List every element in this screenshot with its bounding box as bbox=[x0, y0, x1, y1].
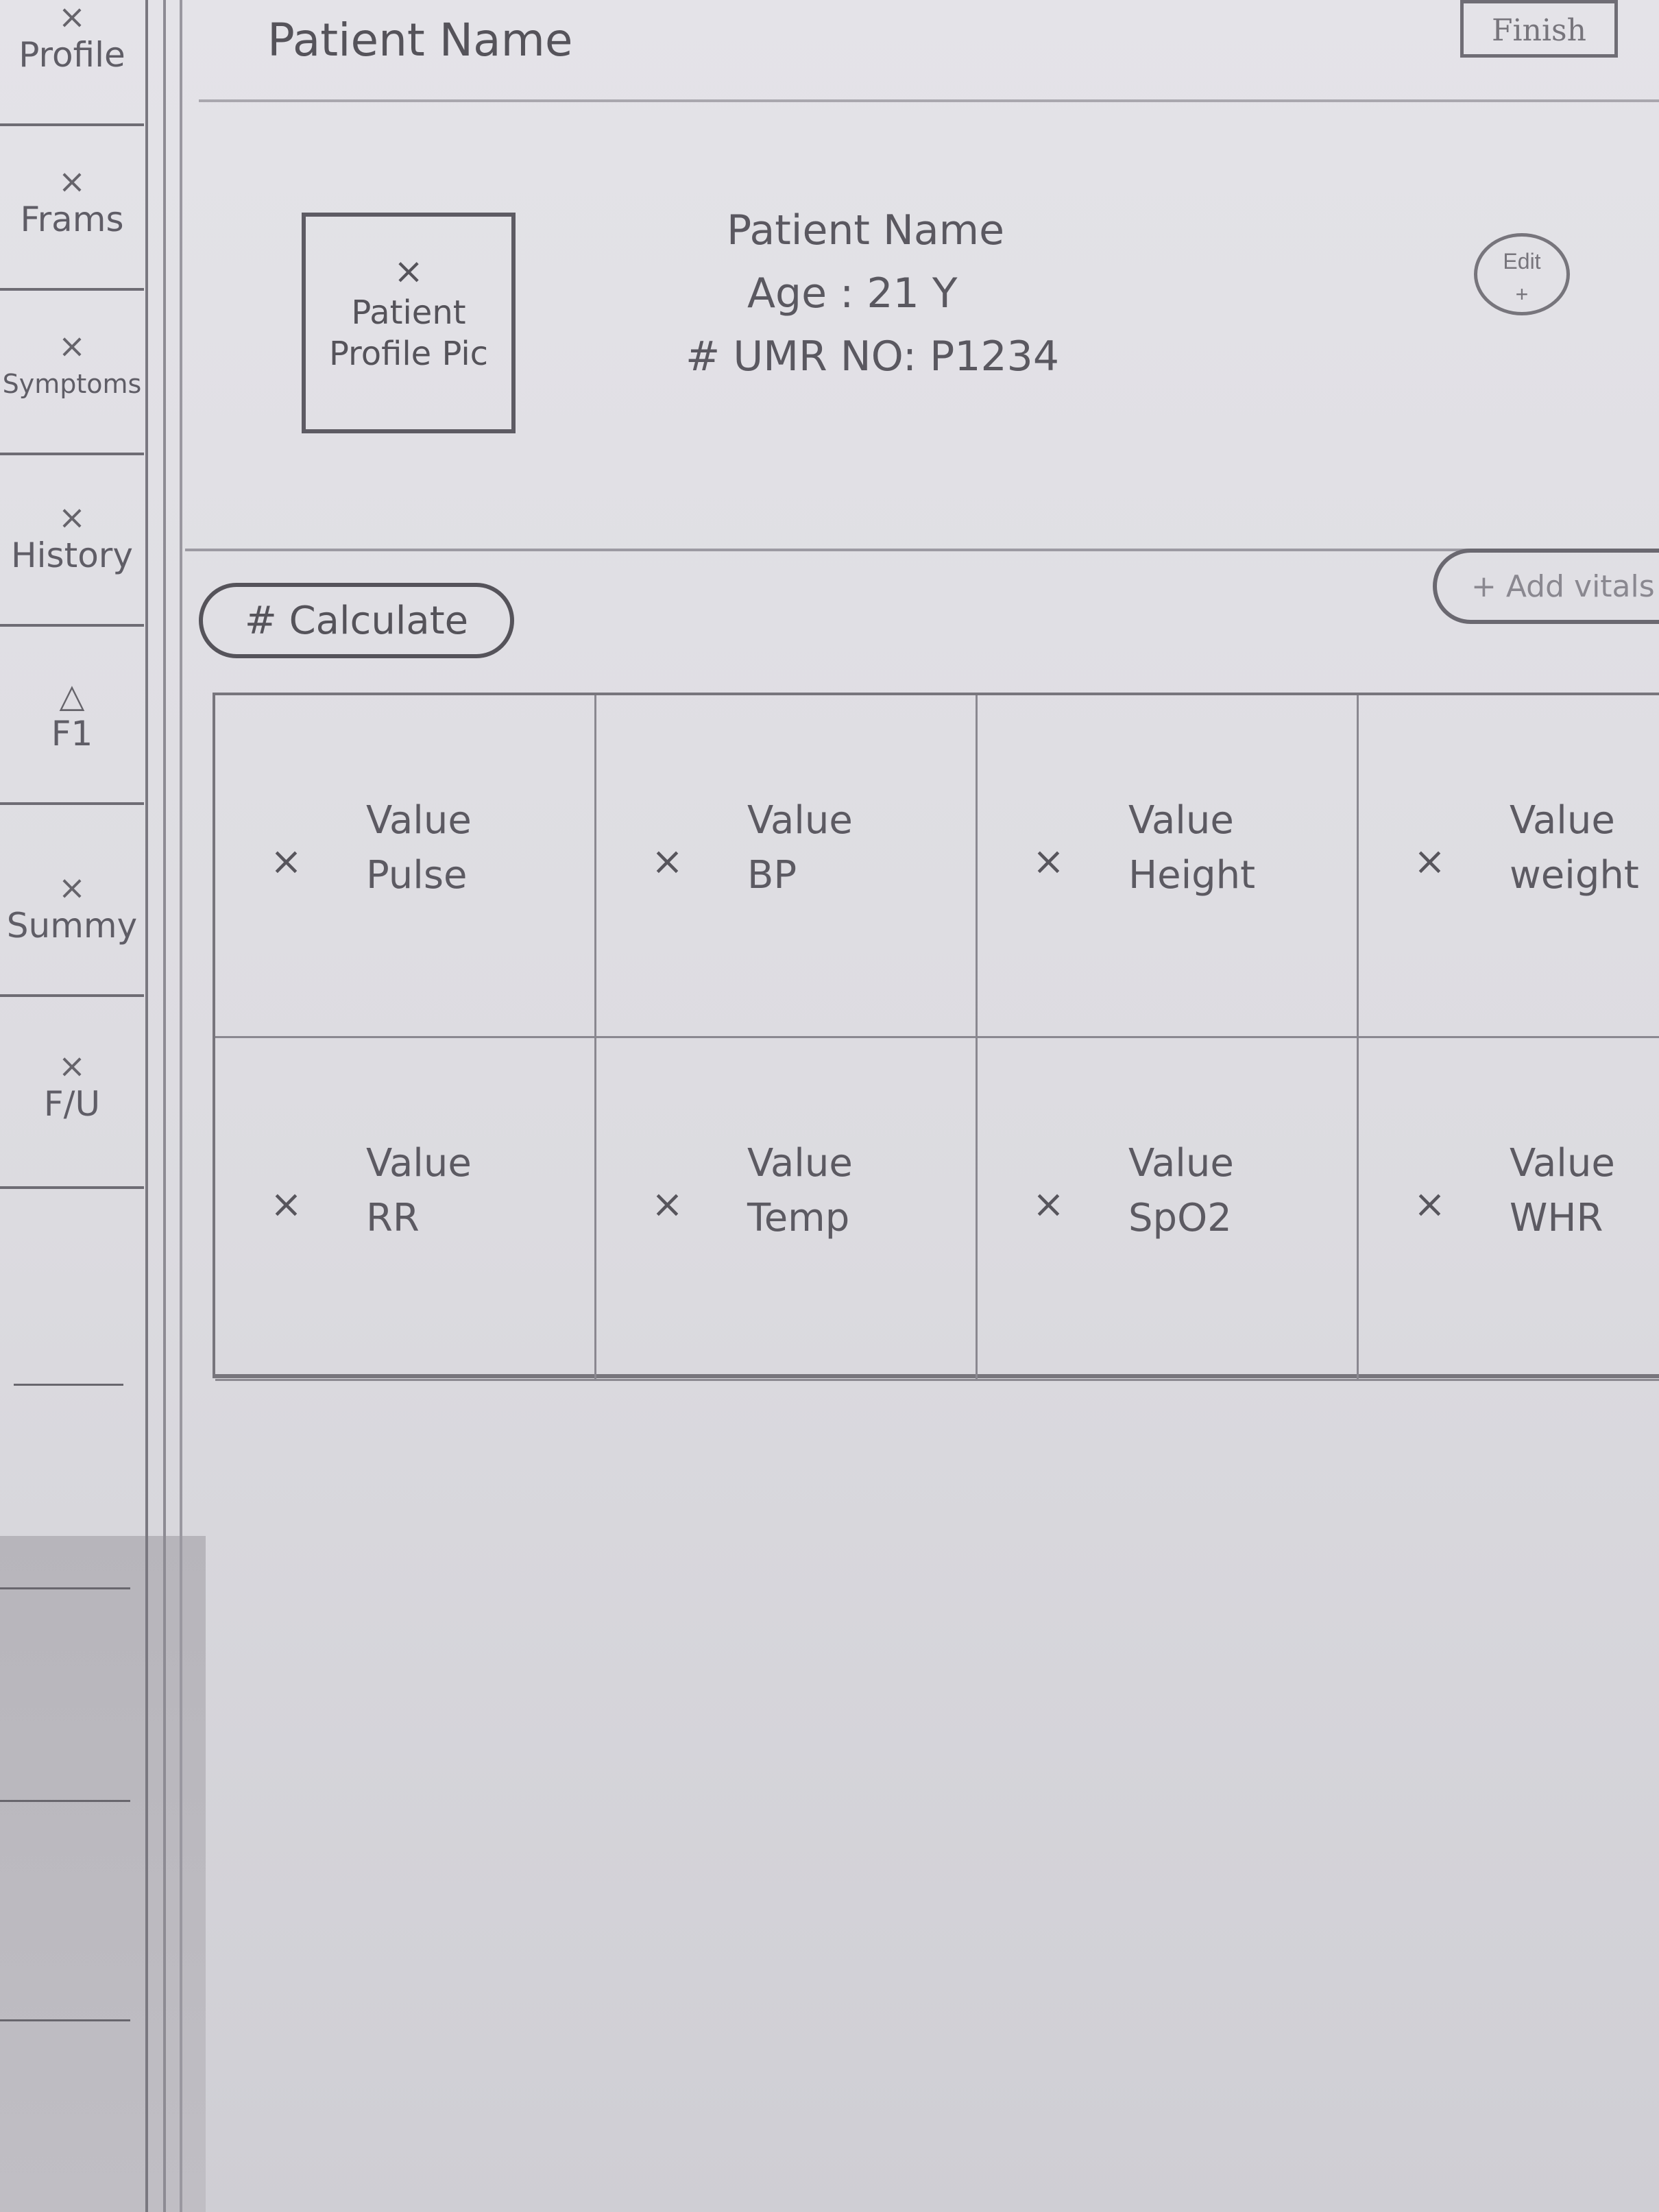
divider bbox=[0, 2019, 130, 2021]
close-icon: × bbox=[1414, 839, 1446, 884]
vital-cell-pulse[interactable] bbox=[215, 695, 596, 1038]
vital-value: Value bbox=[1510, 798, 1615, 843]
close-icon: × bbox=[58, 163, 86, 201]
sidebar-item-profile[interactable] bbox=[0, 0, 144, 126]
close-icon: × bbox=[58, 1047, 86, 1085]
divider bbox=[0, 1800, 130, 1802]
sidebar-item-label: F1 bbox=[51, 714, 93, 754]
close-icon: × bbox=[651, 839, 683, 884]
patient-umr: # UMR NO: P1234 bbox=[686, 333, 1060, 381]
divider bbox=[0, 1587, 130, 1589]
sidebar-item-fu[interactable] bbox=[0, 1049, 144, 1189]
sidebar-item-label: Frams bbox=[20, 200, 124, 239]
vital-value: Value bbox=[1510, 1141, 1615, 1186]
sidebar-item-frams[interactable] bbox=[0, 165, 144, 291]
close-icon: × bbox=[1414, 1182, 1446, 1227]
sidebar-border bbox=[163, 0, 166, 2212]
patient-name: Patient Name bbox=[727, 206, 1004, 254]
close-icon: × bbox=[651, 1182, 683, 1227]
close-icon: × bbox=[58, 869, 86, 907]
header-divider bbox=[199, 99, 1659, 102]
vital-label: WHR bbox=[1510, 1196, 1603, 1240]
vital-value: Value bbox=[1128, 798, 1234, 843]
vital-label: Pulse bbox=[366, 853, 468, 898]
sidebar bbox=[0, 0, 151, 2212]
close-icon: × bbox=[270, 839, 302, 884]
sidebar-item-label: History bbox=[11, 536, 133, 575]
vital-cell-temp[interactable] bbox=[596, 1038, 978, 1381]
close-icon: × bbox=[270, 1182, 302, 1227]
profile-pic-label: Profile Pic bbox=[328, 335, 489, 373]
sidebar-border bbox=[145, 0, 148, 2212]
image-placeholder-icon: × bbox=[393, 251, 424, 292]
vital-label: BP bbox=[747, 853, 797, 898]
sidebar-item-label: Symptoms bbox=[2, 369, 142, 399]
add-vitals-button[interactable]: + Add vitals bbox=[1433, 549, 1659, 624]
sidebar-item-label: F/U bbox=[43, 1084, 101, 1124]
profile-pic-label: Patient bbox=[351, 293, 466, 332]
patient-age: Age : 21 Y bbox=[747, 269, 958, 317]
section-divider bbox=[185, 549, 1659, 551]
edit-label: Edit bbox=[1503, 248, 1541, 274]
vital-label: weight bbox=[1510, 853, 1639, 898]
vital-cell-spo2[interactable] bbox=[978, 1038, 1359, 1381]
vital-value: Value bbox=[747, 798, 853, 843]
vital-cell-whr[interactable] bbox=[1359, 1038, 1659, 1381]
vital-cell-bp[interactable] bbox=[596, 695, 978, 1038]
edit-profile-button[interactable] bbox=[1474, 233, 1570, 315]
close-icon: × bbox=[58, 327, 86, 365]
sidebar-border bbox=[180, 0, 182, 2212]
sidebar-item-summy[interactable] bbox=[0, 871, 144, 997]
plus-icon: + bbox=[1515, 281, 1529, 306]
vital-value: Value bbox=[747, 1141, 853, 1186]
sidebar-item-symptoms[interactable] bbox=[0, 329, 144, 455]
vital-cell-height[interactable] bbox=[978, 695, 1359, 1038]
sidebar-item-history[interactable] bbox=[0, 498, 144, 627]
vital-label: SpO2 bbox=[1128, 1196, 1232, 1240]
warning-icon: △ bbox=[59, 677, 85, 715]
vital-value: Value bbox=[1128, 1141, 1234, 1186]
vitals-grid bbox=[213, 693, 1659, 1378]
vital-label: Temp bbox=[747, 1196, 850, 1240]
close-icon: × bbox=[58, 0, 86, 36]
vital-label: Height bbox=[1128, 853, 1256, 898]
sidebar-item-f1[interactable] bbox=[0, 679, 144, 805]
vital-cell-weight[interactable] bbox=[1359, 695, 1659, 1038]
finish-button[interactable]: Finish bbox=[1460, 0, 1618, 58]
page-title: Patient Name bbox=[267, 14, 573, 67]
vital-cell-rr[interactable] bbox=[215, 1038, 596, 1381]
calculate-button[interactable]: # Calculate bbox=[199, 583, 514, 658]
divider bbox=[14, 1384, 123, 1386]
profile-picture[interactable] bbox=[302, 213, 516, 433]
close-icon: × bbox=[1032, 839, 1065, 884]
vital-value: Value bbox=[366, 798, 472, 843]
close-icon: × bbox=[1032, 1182, 1065, 1227]
sidebar-item-label: Summy bbox=[6, 906, 138, 946]
close-icon: × bbox=[58, 498, 86, 537]
sidebar-item-label: Profile bbox=[19, 35, 125, 75]
patient-info bbox=[686, 199, 1060, 388]
vital-label: RR bbox=[366, 1196, 420, 1240]
vital-value: Value bbox=[366, 1141, 472, 1186]
